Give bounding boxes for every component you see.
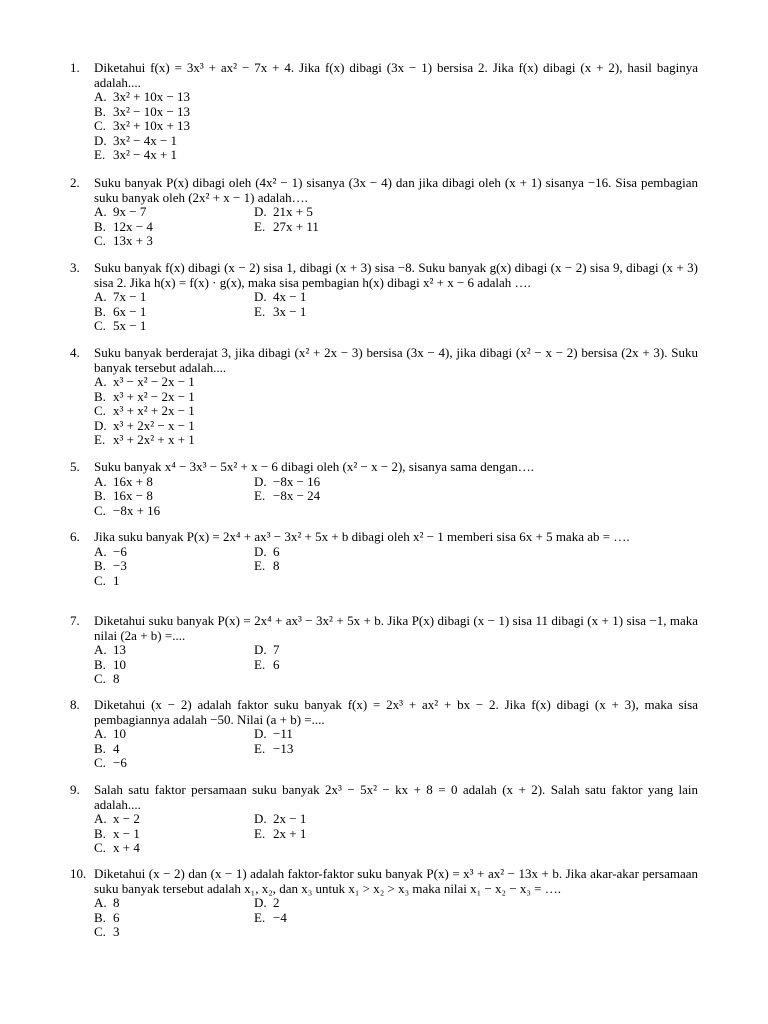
options <box>94 545 698 589</box>
option-d: D. −8x − 16 <box>254 473 321 489</box>
option-d: D. 21x + 5 <box>254 204 313 219</box>
question-text: Suku banyak berderajat 3, jika dibagi (x² + 2x − 3) bersisa (3x − 4), jika dibagi (x² − x − 2) bersisa (2x + 3). Suku banyak tersebut adalah.... <box>94 345 698 375</box>
option-e: E. 3x² − 4x + 1 <box>94 147 178 162</box>
option-c: C. −8x + 16 <box>94 502 161 518</box>
question-number: 2. <box>70 175 80 190</box>
option-d: D. 2x − 1 <box>254 811 307 826</box>
options <box>94 727 698 771</box>
question-text: Diketahui f(x) = 3x³ + ax² − 7x + 4. Jika f(x) dibagi (3x − 1) bersisa 2. Jika f(x) dibagi (x + 2), hasil baginya adalah.... <box>94 60 698 90</box>
options <box>94 896 698 940</box>
option-e: E. 2x + 1 <box>254 825 307 841</box>
question-7 <box>70 614 698 687</box>
option-b: B. x³ + x² − 2x − 1 <box>94 388 195 404</box>
option-c: C. 3 <box>94 924 120 939</box>
option-e: E. 8 <box>254 558 280 573</box>
options <box>94 205 698 249</box>
options <box>94 643 698 687</box>
question-text: Suku banyak x⁴ − 3x³ − 5x² + x − 6 dibagi oleh (x² − x − 2), sisanya sama dengan…. <box>94 459 535 474</box>
question-text: Diketahui suku banyak P(x) = 2x⁴ + ax³ − 3x² + 5x + b. Jika P(x) dibagi (x − 1) sisa 11 dibagi (x + 1) sisa −1, maka nilai (2a + b) =.... <box>94 613 698 643</box>
option-a: A. x³ − x² − 2x − 1 <box>94 374 195 389</box>
question-number: 7. <box>70 613 80 628</box>
option-d: D. 2 <box>254 895 280 910</box>
question-3 <box>70 261 698 334</box>
option-c: C. 3x² + 10x + 13 <box>94 118 191 133</box>
question-number: 9. <box>70 782 80 797</box>
option-a: A. x − 2 <box>94 811 140 826</box>
question-text: Jika suku banyak P(x) = 2x⁴ + ax³ − 3x² + 5x + b dibagi oleh x² − 1 memberi sisa 6x + 5 maka ab = …. <box>94 529 630 544</box>
option-d: D. 6 <box>254 543 280 559</box>
option-c: C. 8 <box>94 671 120 686</box>
question-text: Diketahui (x − 2) adalah faktor suku banyak f(x) = 2x³ + ax² + bx − 2. Jika f(x) dibagi (x + 3), maka sisa pembagiannya adalah −50. Nilai (a + b) =.... <box>94 697 698 727</box>
option-c: C. −6 <box>94 755 127 770</box>
option-b: B. 12x − 4 <box>94 218 153 234</box>
option-e: E. −8x − 24 <box>254 488 321 503</box>
option-d: D. 4x − 1 <box>254 289 307 304</box>
question-number: 4. <box>70 345 80 360</box>
question-number: 10. <box>70 866 87 881</box>
question-2 <box>70 176 698 249</box>
question-number: 5. <box>70 459 80 474</box>
option-a: A. −6 <box>94 543 127 559</box>
question-text: Suku banyak P(x) dibagi oleh (4x² − 1) sisanya (3x − 4) dan jika dibagi oleh (x + 1) sisanya −16. Sisa pembagian suku banyak oleh (2x² + x − 1) adalah…. <box>94 175 698 205</box>
question-number: 6. <box>70 529 80 544</box>
options <box>94 812 698 856</box>
question-text: Diketahui (x − 2) dan (x − 1) adalah faktor-faktor suku banyak P(x) = x³ + ax² − 13x + b. Jika akar-akar persamaan suku banyak tersebut adalah x₁, x₂, dan x₃ untuk x₁ > x₂ > x₃ maka nilai x₁ − x₂ − x₃ = …. <box>94 866 698 896</box>
option-c: C. x + 4 <box>94 840 140 855</box>
option-b: B. 10 <box>94 656 126 672</box>
option-e: E. 6 <box>254 656 280 672</box>
question-6 <box>70 530 698 588</box>
option-d: D. 3x² − 4x − 1 <box>94 132 178 148</box>
question-number: 1. <box>70 60 80 75</box>
option-c: C. 13x + 3 <box>94 233 153 248</box>
options <box>94 375 698 448</box>
question-number: 8. <box>70 697 80 712</box>
question-4 <box>70 346 698 448</box>
question-5 <box>70 460 698 518</box>
question-1 <box>70 61 698 163</box>
option-a: A. 16x + 8 <box>94 473 153 489</box>
option-b: B. 4 <box>94 740 120 756</box>
option-a: A. 7x − 1 <box>94 289 147 304</box>
option-b: B. 6 <box>94 909 120 925</box>
option-e: E. x³ + 2x² + x + 1 <box>94 432 195 447</box>
option-a: A. 3x² + 10x − 13 <box>94 89 191 104</box>
option-e: E. 3x − 1 <box>254 303 307 319</box>
option-a: A. 10 <box>94 726 126 741</box>
option-b: B. −3 <box>94 558 127 573</box>
question-number: 3. <box>70 260 80 275</box>
option-b: B. 16x − 8 <box>94 488 153 503</box>
option-d: D. 7 <box>254 642 280 657</box>
question-10 <box>70 867 698 940</box>
option-c: C. 5x − 1 <box>94 318 147 333</box>
question-text: Suku banyak f(x) dibagi (x − 2) sisa 1, dibagi (x + 3) sisa −8. Suku banyak g(x) dibagi (x − 2) sisa 9, dibagi (x + 3) sisa 2. Jika h(x) = f(x) · g(x), maka sisa pembagian h(x) dibagi x² + x − 6 adalah …. <box>94 260 698 290</box>
option-e: E. 27x + 11 <box>254 218 319 234</box>
option-b: B. 6x − 1 <box>94 303 147 319</box>
option-e: E. −13 <box>254 740 294 756</box>
option-a: A. 8 <box>94 895 120 910</box>
option-e: E. −4 <box>254 909 287 925</box>
option-c: C. 1 <box>94 572 120 588</box>
option-a: A. 9x − 7 <box>94 204 147 219</box>
options <box>94 475 698 519</box>
option-b: B. x − 1 <box>94 825 140 841</box>
option-d: D. −11 <box>254 726 293 741</box>
options <box>94 290 698 334</box>
option-a: A. 13 <box>94 642 126 657</box>
options <box>94 90 698 163</box>
option-d: D. x³ + 2x² − x − 1 <box>94 417 195 433</box>
option-b: B. 3x² − 10x − 13 <box>94 103 191 119</box>
question-text: Salah satu faktor persamaan suku banyak 2x³ − 5x² − kx + 8 = 0 adalah (x + 2). Salah satu faktor yang lain adalah.... <box>94 782 698 812</box>
question-9 <box>70 783 698 856</box>
option-c: C. x³ + x² + 2x − 1 <box>94 403 195 418</box>
question-8 <box>70 698 698 771</box>
